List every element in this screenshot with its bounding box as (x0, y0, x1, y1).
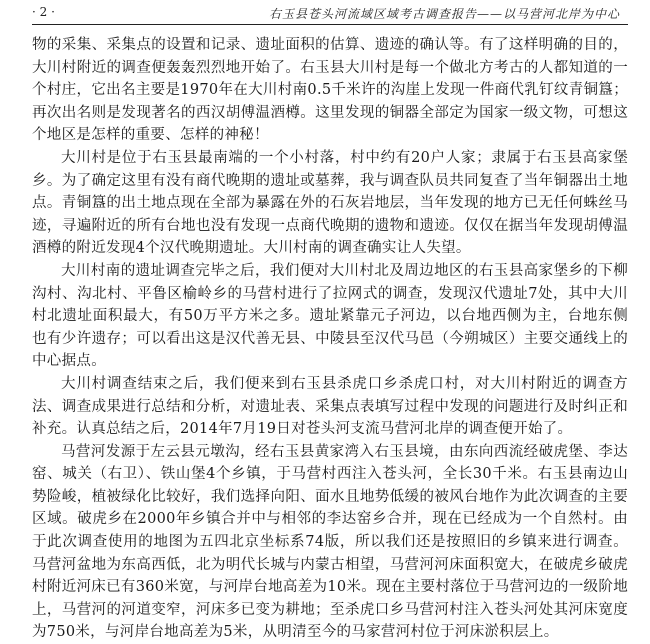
text-body (32, 34, 628, 644)
paragraph-2: 大川村是位于右玉县最南端的一个小村落，村中约有20户人家；隶属于右玉县高家堡乡。为了确定这里有没有商代晚期的遗址或墓葬，我与调查队员共同复查了当年铜器出土地点。青铜簋的出土地点现在全部为暴露在外的石灰岩地层，当年发现的地方已无任何蛛丝马迹，寻遍附近的所有台地也没有发现一点商代晚期的遗物和遗迹。仅仅在据当年发现胡傅温酒樽的附近发现4个汉代晚期遗址。大川村南的调查确实让人失望。 (32, 149, 628, 257)
running-title: 右玉县苍头河流域区域考古调查报告——以马营河北岸为中心 (268, 7, 620, 21)
page-number: · 2 · (32, 5, 55, 19)
paragraph-3: 大川村南的遗址调查完毕之后，我们便对大川村北及周边地区的右玉县高家堡乡的下柳沟村、沟北村、平鲁区榆岭乡的马营村进行了拉网式的调查，发现汉代遗址7处，其中大川村北遗址面积最大，有50万平方米之多。遗址紧靠元子河边，以台地西侧为主，台地东侧也有少许遗存；可以看出这是汉代善无县、中陵县至汉代马邑（今朔城区）主要交通线上的中心据点。 (32, 262, 628, 370)
paragraph-4: 大川村调查结束之后，我们便来到右玉县杀虎口乡杀虎口村，对大川村附近的调查方法、调查成果进行总结和分析，对遗址表、采集点表填写过程中发现的问题进行及时纠正和补充。认真总结之后，2014年7月19日对苍头河支流马营河北岸的调查便开始了。 (32, 375, 628, 438)
paragraph-5: 马营河发源于左云县元墩沟，经右玉县黄家湾入右玉县境，由东向西流经破虎堡、李达窑、城关（右卫）、铁山堡4个乡镇，于马营村西注入苍头河，全长30千米。右玉县南边山势险峻，植被绿化比较好，我们选择向阳、面水且地势低缓的被风台地作为此次调查的主要区域。破虎乡在2000年乡镇合并中与相邻的李达窑乡合并，现在已经成为一个自然村。由于此次调查使用的地图为五四北京坐标系74版，所以我们还是按照旧的乡镇来进行调查。马营河盆地为东高西低，北为明代长城与内蒙古相望，马营河河床面积宽大，在破虎乡破虎村附近河床已有360米宽，与河岸台地高差为10米。现在主要村落位于马营河边的一级阶地上，马营河的河道变窄，河床多已变为耕地；至杀虎口乡马营河村注入苍头河处其河床宽度为750米，与河岸台地高差为5米，从明清至今的马家营河村位于河床淤积层上。 (32, 443, 628, 641)
paragraph-1: 物的采集、采集点的设置和记录、遗址面积的估算、遗迹的确认等。有了这样明确的目的，大川村附近的调查便轰轰烈烈地开始了。右玉县大川村是每一个做北方考古的人都知道的一个村庄，它出名主要是1970年在大川村南0.5千米许的沟崖上发现一件商代乳钉纹青铜簋；再次出名则是发现著名的西汉胡傅温酒樽。这里发现的铜器全部定为国家一级文物，可想这个地区是怎样的重要、怎样的神秘！ (32, 37, 628, 144)
page-header (32, 2, 628, 25)
